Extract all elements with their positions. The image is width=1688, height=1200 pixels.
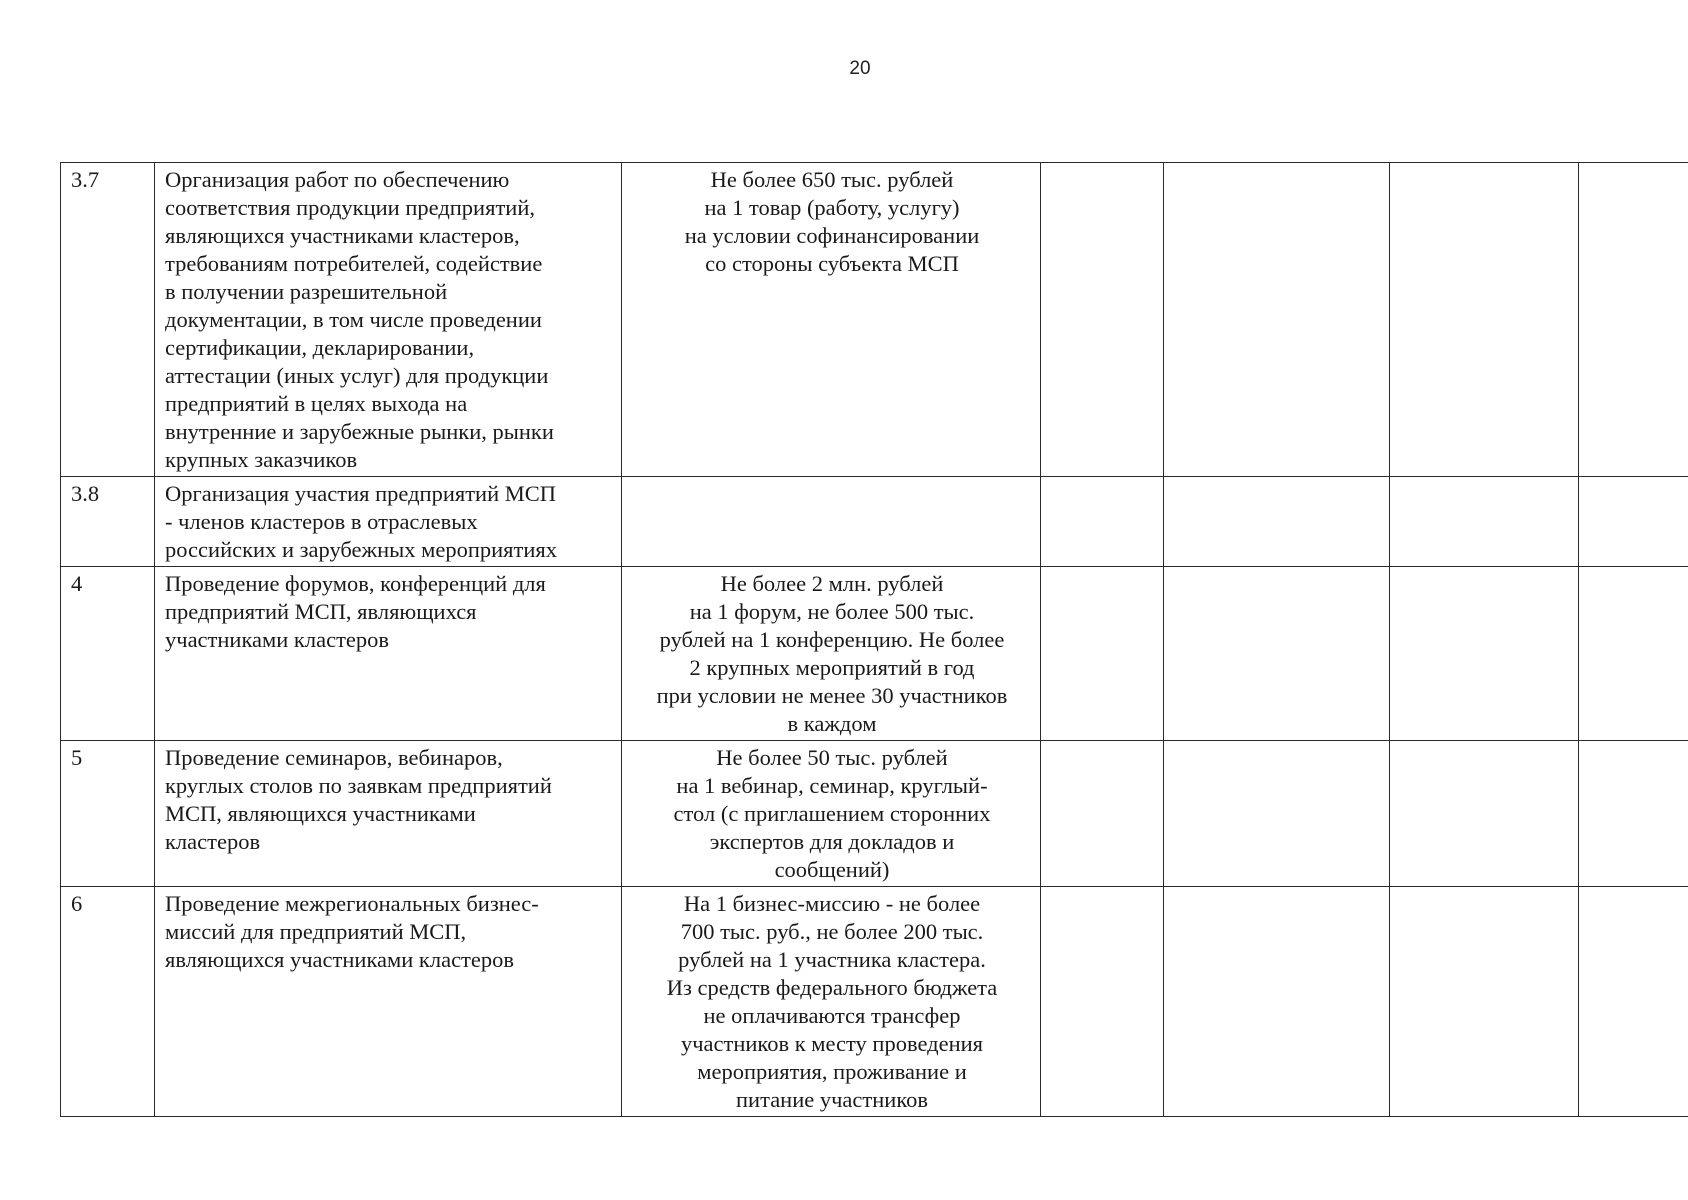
measure-name: Проведение семинаров, вебинаров, круглых столов по заявкам предприятий МСП, являющихся участниками кластеров: [155, 741, 622, 887]
measure-name: Организация работ по обеспечению соответствия продукции предприятий, являющихся участниками кластеров, требованиям потребителей, содействие в получении разрешительной документации, в том числе проведении сертификации, декларировании, аттестации (иных услуг) для продукции предприятий в целях выхода на внутренние и зарубежные рынки, рынки крупных заказчиков: [155, 163, 622, 477]
funding-limit: Не более 2 млн. рублей на 1 форум, не более 500 тыс. рублей на 1 конференцию. Не более 2 крупных мероприятий в год при условии не менее 30 участников в каждом: [622, 567, 1041, 741]
funding-limit: На 1 бизнес-миссию - не более 700 тыс. руб., не более 200 тыс. рублей на 1 участника кластера. Из средств федерального бюджета не оплачиваются трансфер участников к месту проведения мероприятия, проживание и питание участников: [622, 887, 1041, 1117]
empty-cell: [1390, 741, 1579, 887]
empty-cell: [1041, 567, 1164, 741]
empty-cell: [1164, 163, 1390, 477]
empty-cell: [1579, 567, 1688, 741]
empty-cell: [1579, 477, 1688, 567]
table-row: [61, 477, 1688, 567]
empty-cell: [1164, 887, 1390, 1117]
row-number: 3.7: [61, 163, 155, 477]
table-row: [61, 163, 1688, 477]
measure-name: Проведение форумов, конференций для предприятий МСП, являющихся участниками кластеров: [155, 567, 622, 741]
empty-cell: [1041, 887, 1164, 1117]
funding-limit: Не более 50 тыс. рублей на 1 вебинар, семинар, круглый- стол (с приглашением сторонних экспертов для докладов и сообщений): [622, 741, 1041, 887]
table-row: [61, 567, 1688, 741]
empty-cell: [1579, 887, 1688, 1117]
empty-cell: [1390, 477, 1579, 567]
measure-name: Проведение межрегиональных бизнес- миссий для предприятий МСП, являющихся участниками кластеров: [155, 887, 622, 1117]
funding-limit: Не более 650 тыс. рублей на 1 товар (работу, услугу) на условии софинансировании со стороны субъекта МСП: [622, 163, 1041, 477]
empty-cell: [1579, 163, 1688, 477]
empty-cell: [1041, 741, 1164, 887]
empty-cell: [1390, 567, 1579, 741]
empty-cell: [1164, 477, 1390, 567]
row-number: 3.8: [61, 477, 155, 567]
row-number: 4: [61, 567, 155, 741]
empty-cell: [1579, 741, 1688, 887]
empty-cell: [1041, 477, 1164, 567]
empty-cell: [1041, 163, 1164, 477]
table-row: [61, 887, 1688, 1117]
empty-cell: [1164, 741, 1390, 887]
row-number: 5: [61, 741, 155, 887]
empty-cell: [1164, 567, 1390, 741]
funding-limit: [622, 477, 1041, 567]
row-number: 6: [61, 887, 155, 1117]
measure-name: Организация участия предприятий МСП - членов кластеров в отраслевых российских и зарубежных мероприятиях: [155, 477, 622, 567]
empty-cell: [1390, 163, 1579, 477]
support-measures-table: [60, 162, 1688, 1117]
empty-cell: [1390, 887, 1579, 1117]
table-row: [61, 741, 1688, 887]
page-number: 20: [849, 58, 871, 79]
